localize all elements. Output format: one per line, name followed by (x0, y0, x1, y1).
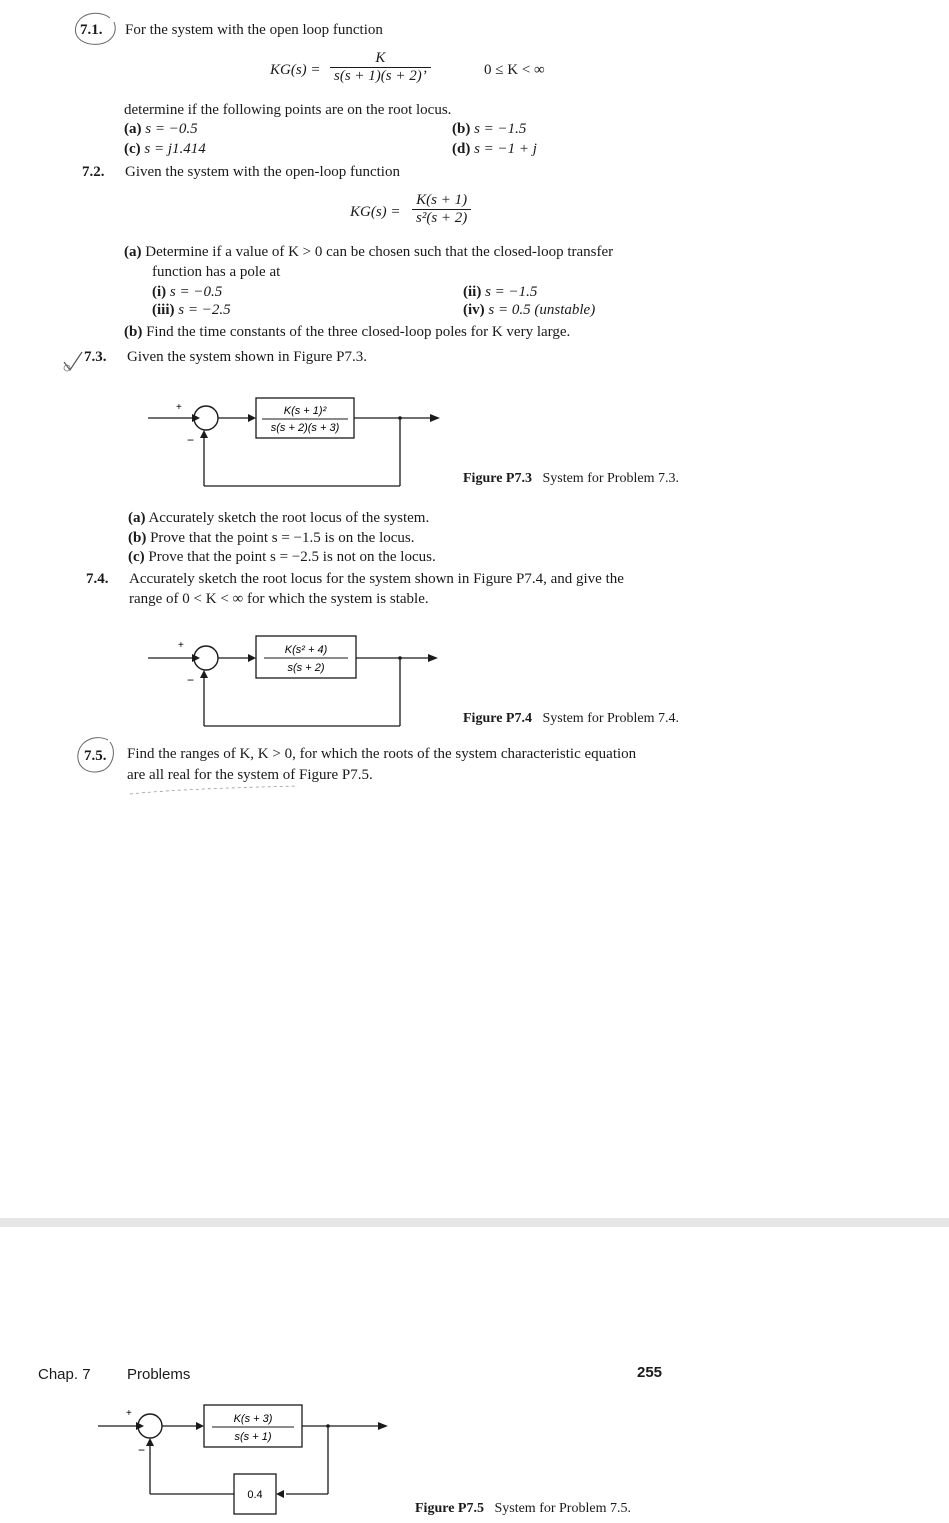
part-i: (i) s = −0.5 (152, 284, 223, 300)
chapter-label: Chap. 7 (38, 1366, 91, 1383)
problem-intro: Given the system with the open-loop function (125, 164, 400, 180)
denominator: s(s + 1)(s + 2)’ (330, 67, 431, 85)
problem-line-1: Accurately sketch the root locus for the system shown in Figure P7.4, and give the (129, 571, 624, 587)
denominator: s²(s + 2) (412, 209, 471, 227)
feedback-gain: 0.4 (247, 1489, 263, 1501)
block-denominator: s(s + 1) (234, 1431, 272, 1443)
part-iii: (iii) s = −2.5 (152, 302, 231, 318)
handwritten-check-mark (60, 350, 86, 374)
transfer-function (412, 192, 471, 227)
problem-number: 7.3. (84, 349, 107, 365)
part-c: (c) Prove that the point s = −2.5 is not on the locus. (128, 549, 436, 565)
part-a: (a) Accurately sketch the root locus of the system. (128, 510, 430, 526)
handwritten-underline (128, 780, 308, 800)
block-numerator: K(s + 1)² (283, 405, 327, 417)
minus-sign: − (187, 673, 195, 687)
transfer-function (330, 50, 431, 85)
part-a: (a) s = −0.5 (124, 121, 198, 137)
block-diagram-p7-4 (140, 630, 450, 730)
part-ii: (ii) s = −1.5 (463, 284, 538, 300)
problem-line-1: Find the ranges of K, K > 0, for which the roots of the system characteristic equation (127, 746, 637, 762)
part-b: (b) s = −1.5 (452, 121, 527, 137)
part-b: (b) Prove that the point s = −1.5 is on the locus. (128, 530, 415, 546)
page-separator (0, 1218, 949, 1227)
problem-number: 7.5. (84, 748, 107, 764)
input-arrow (192, 414, 200, 422)
problem-line-2: range of 0 < K < ∞ for which the system is stable. (129, 591, 429, 607)
page-number: 255 (637, 1364, 663, 1381)
part-c: (c) s = j1.414 (124, 141, 206, 157)
figure-caption: Figure P7.4 System for Problem 7.4. (463, 711, 679, 726)
problem-line-2: are all real for the system of Figure P7.5. (127, 767, 373, 783)
problem-intro: Given the system shown in Figure P7.3. (127, 349, 367, 365)
equation-lhs: KG(s) = (270, 62, 321, 78)
minus-sign: − (138, 1443, 146, 1457)
problem-ask: determine if the following points are on the root locus. (124, 102, 452, 118)
block-numerator: K(s + 3) (233, 1413, 273, 1425)
problem-number: 7.2. (82, 164, 105, 180)
block-denominator: s(s + 2)(s + 3) (270, 422, 340, 434)
block-numerator: K(s² + 4) (284, 644, 328, 656)
problem-number: 7.4. (86, 571, 109, 587)
part-d: (d) s = −1 + j (452, 141, 537, 157)
plus-sign: + (176, 402, 182, 413)
plus-sign: + (178, 640, 184, 651)
part-b: (b) Find the time constants of the three closed-loop poles for K very large. (124, 324, 571, 340)
section-label: Problems (127, 1366, 191, 1383)
gain-range: 0 ≤ K < ∞ (484, 62, 545, 78)
part-a: (a) Determine if a value of K > 0 can be chosen such that the closed-loop transfer (124, 244, 614, 260)
problem-intro: For the system with the open loop function (125, 22, 383, 38)
figure-caption: Figure P7.5 System for Problem 7.5. (415, 1501, 631, 1516)
part-a-continued: function has a pole at (152, 264, 281, 280)
figure-caption: Figure P7.3 System for Problem 7.3. (463, 471, 679, 486)
output-arrow (430, 414, 440, 422)
plus-sign: + (126, 1408, 132, 1419)
numerator: K (375, 50, 386, 66)
equation-lhs: KG(s) = (350, 204, 401, 220)
feedback-arrow (200, 430, 208, 438)
numerator: K(s + 1) (416, 192, 468, 208)
block-diagram-p7-3 (140, 390, 450, 490)
block-diagram-p7-5 (90, 1400, 400, 1520)
problem-number: 7.1. (80, 22, 103, 38)
part-iv: (iv) s = 0.5 (unstable) (463, 302, 596, 318)
block-denominator: s(s + 2) (287, 662, 325, 674)
minus-sign: − (187, 433, 195, 447)
